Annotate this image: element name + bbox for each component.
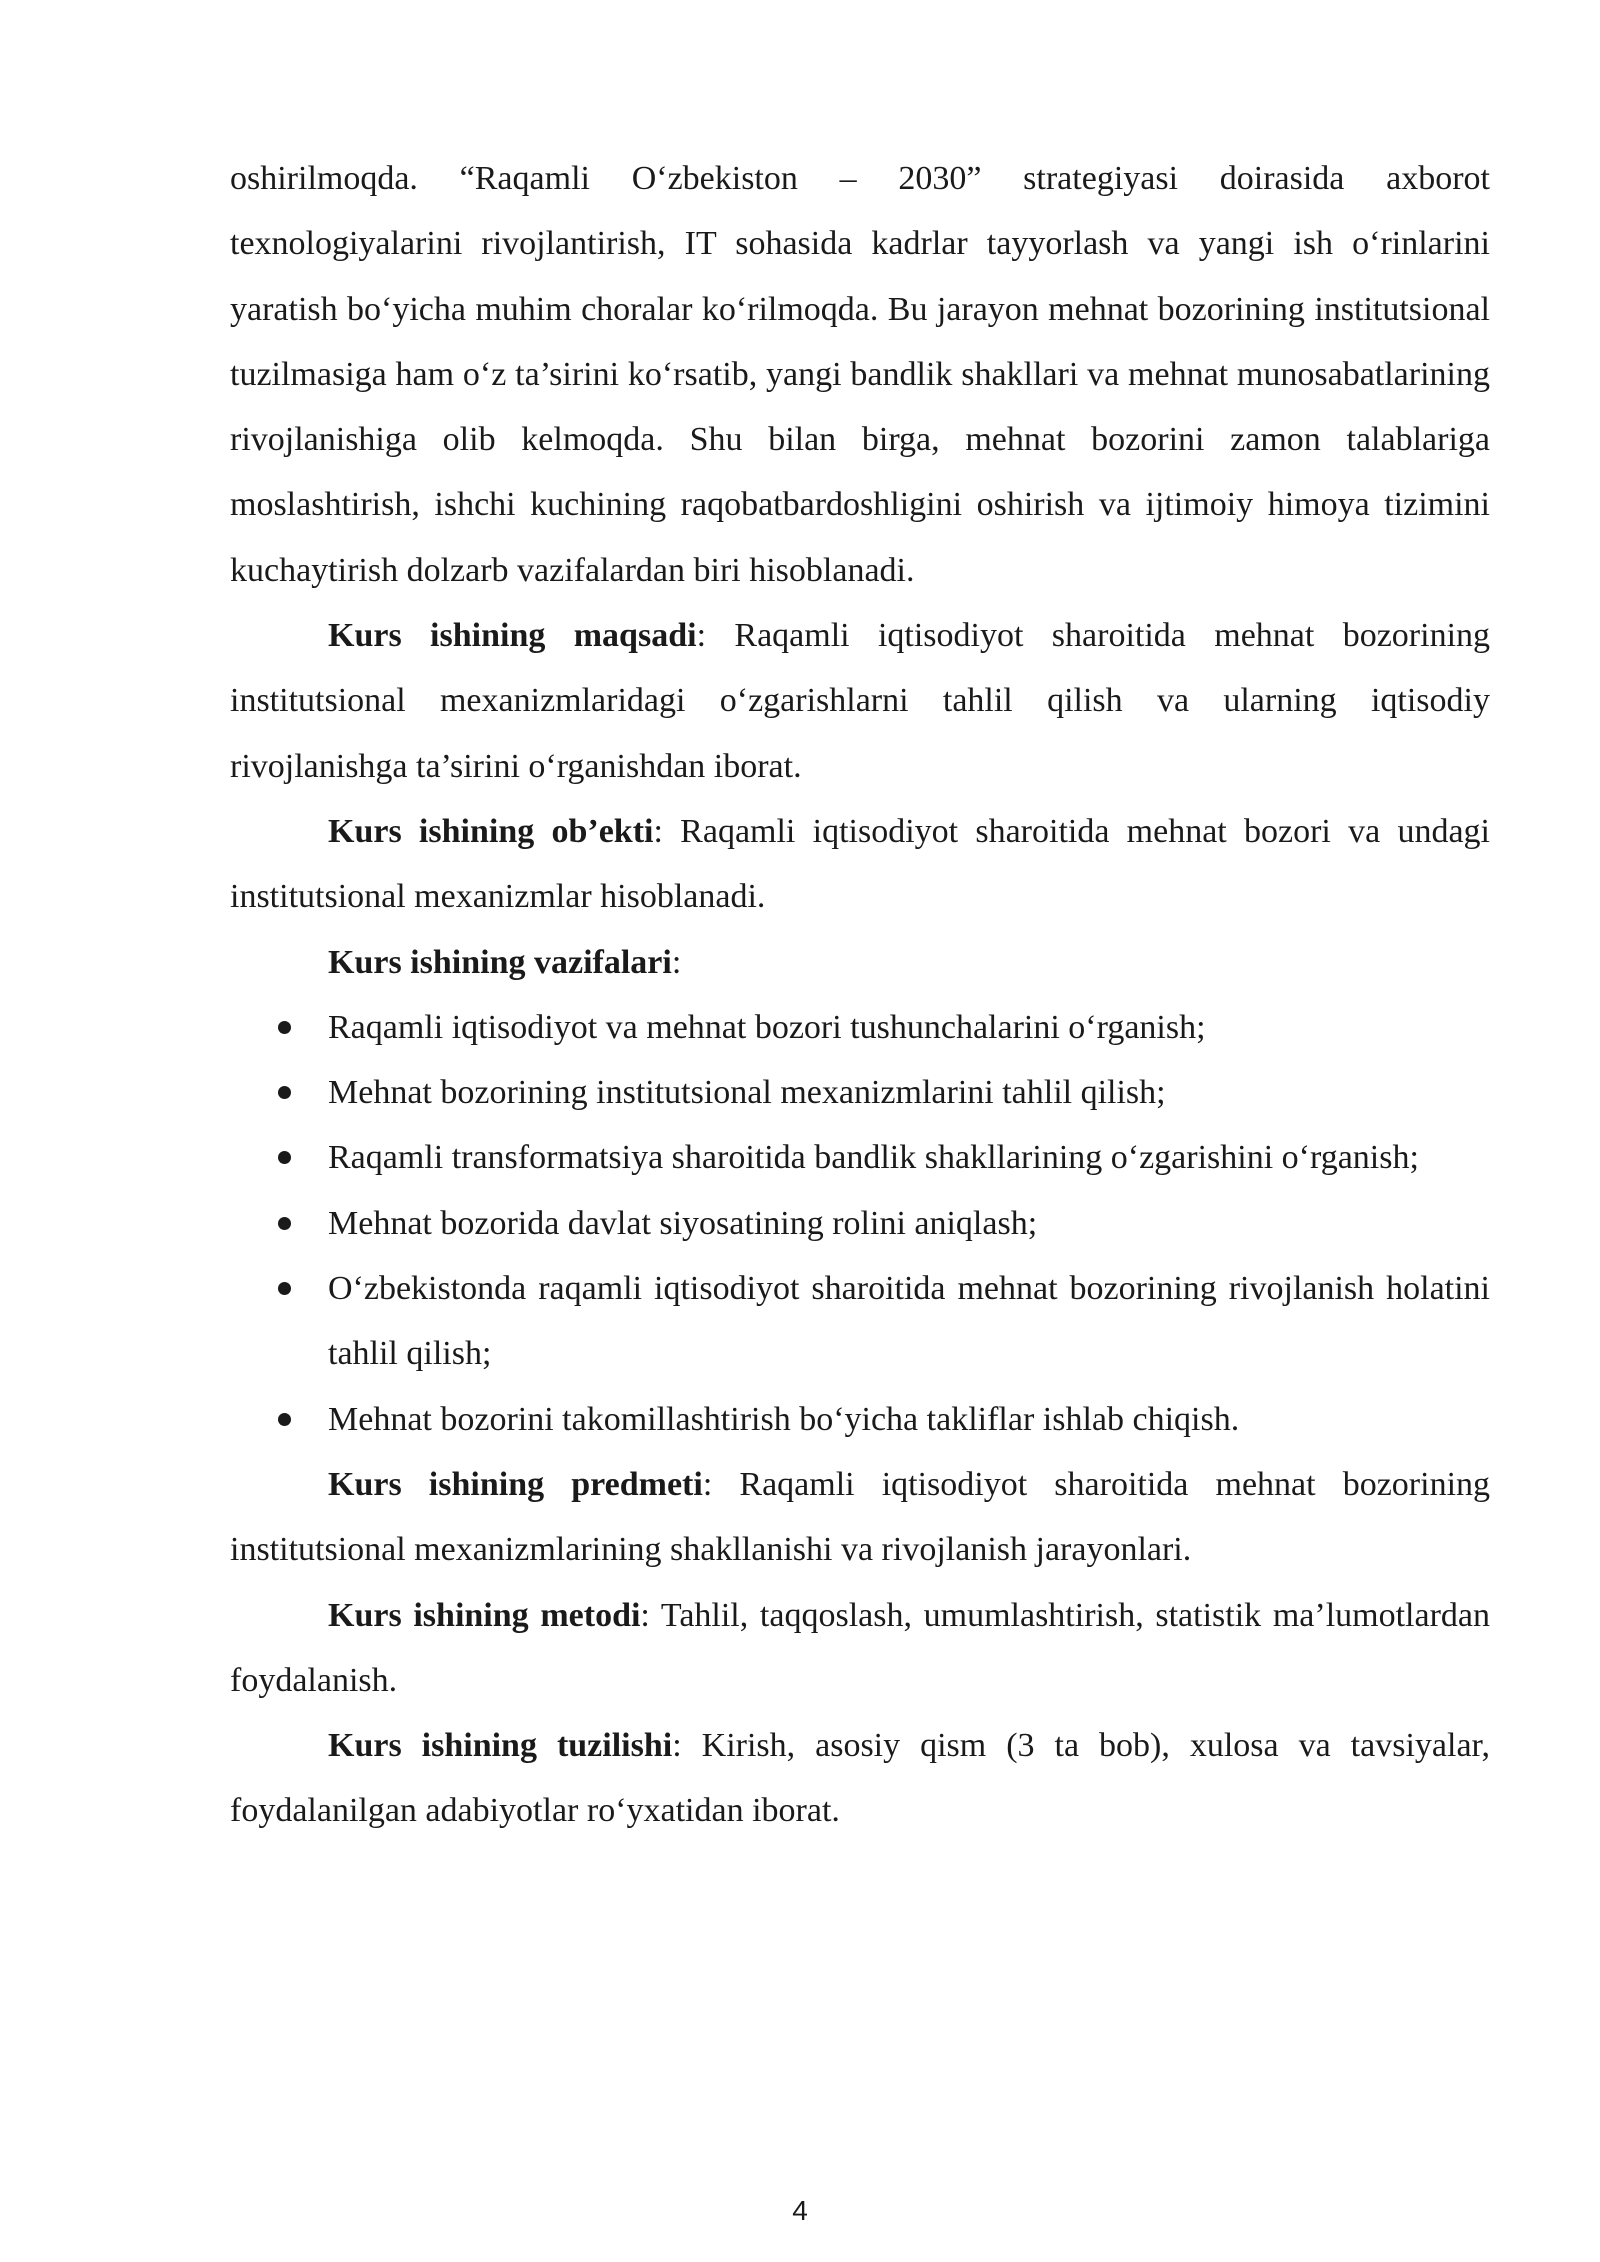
bullet-icon (278, 1151, 291, 1164)
structure-paragraph (230, 1713, 1490, 1844)
method-text: : Tahlil, taqqoslash, umumlashtirish, statistik ma’lumotlardan foydalanish. (230, 1596, 1490, 1699)
tasks-list (230, 995, 1490, 1452)
bullet-icon (278, 1282, 291, 1295)
list-item-text: Mehnat bozorida davlat siyosatining rolini aniqlash; (328, 1204, 1038, 1242)
subject-paragraph (230, 1452, 1490, 1583)
list-item (230, 1125, 1490, 1190)
object-paragraph (230, 799, 1490, 930)
goal-heading: Kurs ishining maqsadi (328, 617, 697, 655)
tasks-heading: Kurs ishining vazifalari (328, 943, 672, 981)
list-item (230, 1256, 1490, 1387)
bullet-icon (278, 1086, 291, 1099)
list-item-text: Mehnat bozorining institutsional mexanizmlarini tahlil qilish; (328, 1074, 1166, 1112)
subject-heading: Kurs ishining predmeti (328, 1465, 703, 1503)
method-paragraph (230, 1583, 1490, 1714)
goal-text: : Raqamli iqtisodiyot sharoitida mehnat bozorining institutsional mexanizmlaridagi o‘zgarishlarni tahlil qilish va ularning iqtisodiy rivojlanishga ta’sirini o‘rganishdan iborat. (230, 617, 1491, 785)
bullet-icon (278, 1217, 291, 1230)
method-heading: Kurs ishining metodi (328, 1596, 641, 1634)
document-page (230, 146, 1490, 1844)
bullet-icon (278, 1021, 291, 1034)
structure-text: : Kirish, asosiy qism (3 ta bob), xulosa va tavsiyalar, foydalanilgan adabiyotlar ro‘yxatidan iborat. (230, 1727, 1490, 1830)
tasks-paragraph (230, 930, 1490, 995)
list-item-text: Mehnat bozorini takomillashtirish bo‘yicha takliflar ishlab chiqish. (328, 1400, 1240, 1438)
goal-paragraph (230, 603, 1490, 799)
list-item-text: O‘zbekistonda raqamli iqtisodiyot sharoitida mehnat bozorining rivojlanish holatini tahlil qilish; (328, 1270, 1490, 1373)
list-item-text: Raqamli transformatsiya sharoitida bandlik shakllarining o‘zgarishini o‘rganish; (328, 1139, 1419, 1177)
list-item (230, 1387, 1490, 1452)
list-item (230, 1191, 1490, 1256)
object-heading: Kurs ishining ob’ekti (328, 812, 654, 850)
subject-text: : Raqamli iqtisodiyot sharoitida mehnat bozorining institutsional mexanizmlarining shakllanishi va rivojlanish jarayonlari. (230, 1465, 1491, 1569)
list-item-text: Raqamli iqtisodiyot va mehnat bozori tushunchalarini o‘rganish; (328, 1008, 1206, 1046)
page-number: 4 (792, 2195, 808, 2226)
tasks-colon: : (671, 943, 682, 981)
intro-paragraph: oshirilmoqda. “Raqamli O‘zbekiston – 2030” strategiyasi doirasida axborot texnologiyalarini rivojlantirish, IT sohasida kadrlar tayyorlash va yangi ish o‘rinlarini yaratish bo‘yicha muhim choralar ko‘rilmoqda. Bu jarayon mehnat bozorining institutsional tuzilmasiga ham o‘z ta’sirini ko‘rsatib, yangi bandlik shakllari va mehnat munosabatlarining rivojlanishiga olib kelmoqda. Shu bilan birga, mehnat bozorini zamon talablariga moslashtirish, ishchi kuchining raqobatbardoshligini oshirish va ijtimoiy himoya tizimini kuchaytirish dolzarb vazifalardan biri hisoblanadi. (230, 160, 1490, 589)
object-text: : Raqamli iqtisodiyot sharoitida mehnat bozori va undagi institutsional mexanizmlar hisoblanadi. (230, 812, 1490, 916)
list-item (230, 1060, 1490, 1125)
bullet-icon (278, 1413, 291, 1426)
list-item (230, 995, 1490, 1060)
structure-heading: Kurs ishining tuzilishi (328, 1727, 673, 1765)
